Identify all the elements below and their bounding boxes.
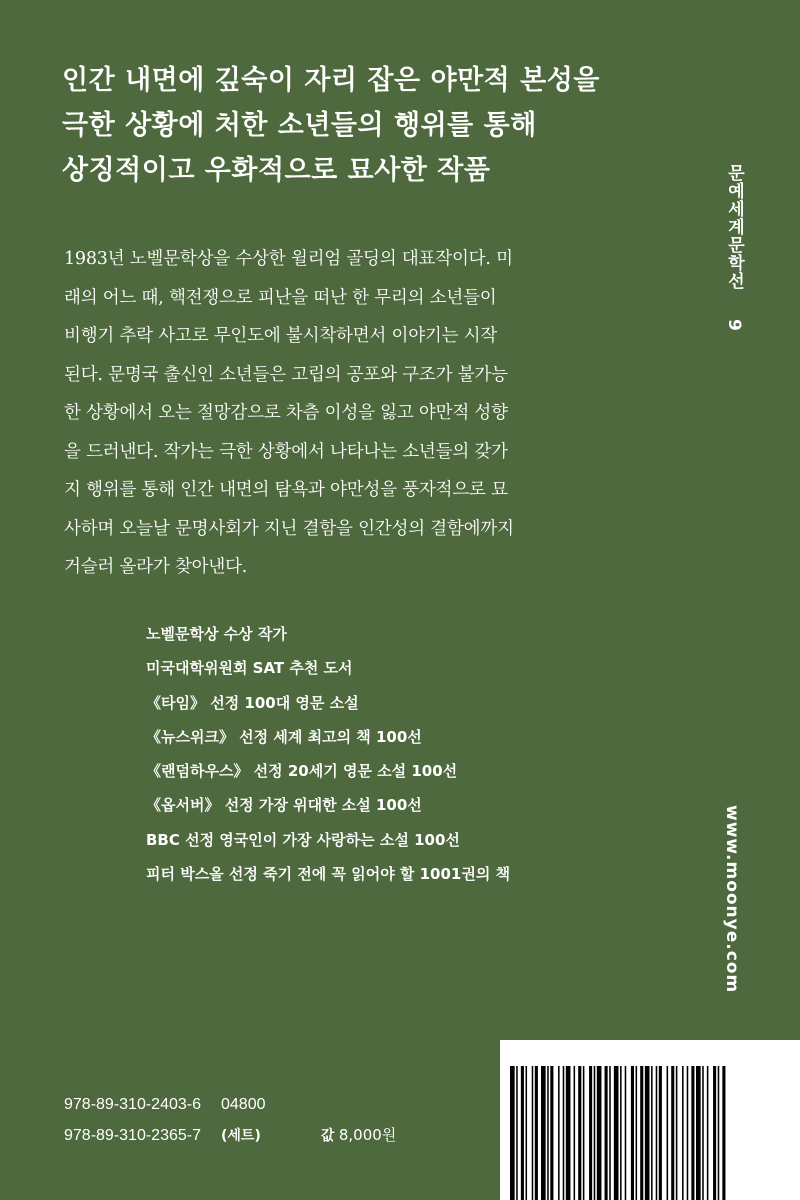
barcode-bar (594, 1066, 596, 1200)
barcode-bar (645, 1066, 650, 1200)
price-label: 값 (320, 1128, 335, 1144)
book-description (64, 240, 664, 587)
description-line: 된다. 문명국 출신인 소년들은 고립의 공포와 구조가 불가능 (64, 364, 508, 385)
barcode-bar (550, 1066, 553, 1200)
barcode-bar (558, 1066, 560, 1200)
accolade-item: 피터 박스올 선정 죽기 전에 꼭 읽어야 할 1001권의 책 (146, 865, 511, 884)
isbn-line-1 (64, 1090, 396, 1120)
barcode-bar (541, 1066, 546, 1200)
set-label: (세트) (221, 1128, 261, 1144)
isbn-number: 978-89-310-2403-6 (64, 1096, 201, 1113)
barcode-bar (609, 1066, 611, 1200)
barcode-area (500, 1040, 800, 1200)
barcode-bar (566, 1066, 571, 1200)
barcode-bar (597, 1066, 602, 1200)
barcode-bar (636, 1066, 638, 1200)
set-isbn-number: 978-89-310-2365-7 (64, 1127, 201, 1144)
description-line: 사하며 오늘날 문명사회가 지닌 결함을 인간성의 결함에까지 (64, 518, 514, 539)
barcode-bar (535, 1066, 538, 1200)
barcode-bar (718, 1066, 720, 1200)
barcode-bar (547, 1066, 549, 1200)
headline-line: 인간 내면에 깊숙이 자리 잡은 야만적 본성을 (62, 65, 600, 96)
barcode-bar (659, 1066, 662, 1200)
barcode-bar (696, 1066, 701, 1200)
barcode-bar (707, 1066, 709, 1200)
barcode-bar (691, 1066, 694, 1200)
isbn-add-on-code: 04800 (221, 1096, 266, 1113)
barcode-bar (631, 1066, 634, 1200)
barcode-bar (578, 1066, 581, 1200)
barcode-bar (526, 1066, 528, 1200)
accolade-item: 노벨문학상 수상 작가 (146, 625, 287, 643)
series-label (722, 164, 747, 332)
barcode-bar (516, 1066, 518, 1200)
price-value: 8,000원 (338, 1126, 397, 1144)
barcode-bar (620, 1066, 622, 1200)
accolade-item: 《옵서버》 선정 가장 위대한 소설 100선 (146, 796, 422, 815)
accolades-list (146, 617, 646, 891)
headline-line: 극한 상황에 처한 소년들의 행위를 통해 (62, 110, 537, 141)
barcode-bar (687, 1066, 689, 1200)
barcode-bar (625, 1066, 627, 1200)
accolade-item: BBC 선정 영국인이 가장 사랑하는 소설 100선 (146, 830, 460, 849)
description-line: 지 행위를 통해 인간 내면의 탐욕과 야만성을 풍자적으로 묘 (64, 480, 508, 500)
barcode-bar (656, 1066, 658, 1200)
description-line: 거슬러 올라가 찾아낸다. (64, 557, 248, 577)
isbn-block (64, 1090, 396, 1151)
barcode-bar (651, 1066, 653, 1200)
barcode-bar (563, 1066, 565, 1200)
barcode-bar (682, 1066, 684, 1200)
series-number: 9 (724, 318, 744, 332)
barcode-bar (605, 1066, 608, 1200)
barcode-icon (510, 1066, 790, 1200)
description-line: 비행기 추락 사고로 무인도에 불시착하면서 이야기는 시작 (64, 326, 498, 346)
barcode-bar (614, 1066, 619, 1200)
description-line: 래의 어느 때, 핵전쟁으로 피난을 떠난 한 무리의 소년들이 (64, 287, 497, 308)
series-name: 문예세계문학선 (724, 164, 744, 290)
description-line: 한 상황에서 오는 절망감으로 차츰 이성을 잃고 야만적 성향 (64, 403, 508, 423)
headline (62, 58, 662, 193)
accolade-item: 《랜덤하우스》 선정 20세기 영문 소설 100선 (146, 762, 458, 781)
publisher-website[interactable]: www.moonye.com (722, 805, 742, 994)
barcode-bar (722, 1066, 725, 1200)
barcode-bar (713, 1066, 716, 1200)
accolade-item: 《타임》 선정 100대 영문 소설 (146, 693, 359, 712)
isbn-line-2 (64, 1120, 396, 1151)
barcode-bar (574, 1066, 576, 1200)
description-line: 1983년 노벨문학상을 수상한 윌리엄 골딩의 대표작이다. 미 (64, 249, 513, 269)
accolade-item: 미국대학위원회 SAT 추천 도서 (146, 659, 353, 678)
barcode-bar (510, 1066, 515, 1200)
barcode-bar (671, 1066, 674, 1200)
barcode-bar (583, 1066, 585, 1200)
barcode-bar (676, 1066, 678, 1200)
description-line: 을 드러낸다. 작가는 극한 상황에서 나타나는 소년들의 갖가 (64, 441, 508, 462)
barcode-bar (640, 1066, 643, 1200)
barcode-bar (589, 1066, 592, 1200)
barcode-bar (667, 1066, 669, 1200)
barcode-bar (521, 1066, 524, 1200)
barcode-bar (532, 1066, 534, 1200)
headline-line: 상징적이고 우화적으로 묘사한 작품 (62, 155, 491, 186)
barcode-bar (702, 1066, 704, 1200)
accolade-item: 《뉴스위크》 선정 세계 최고의 책 100선 (146, 727, 422, 746)
